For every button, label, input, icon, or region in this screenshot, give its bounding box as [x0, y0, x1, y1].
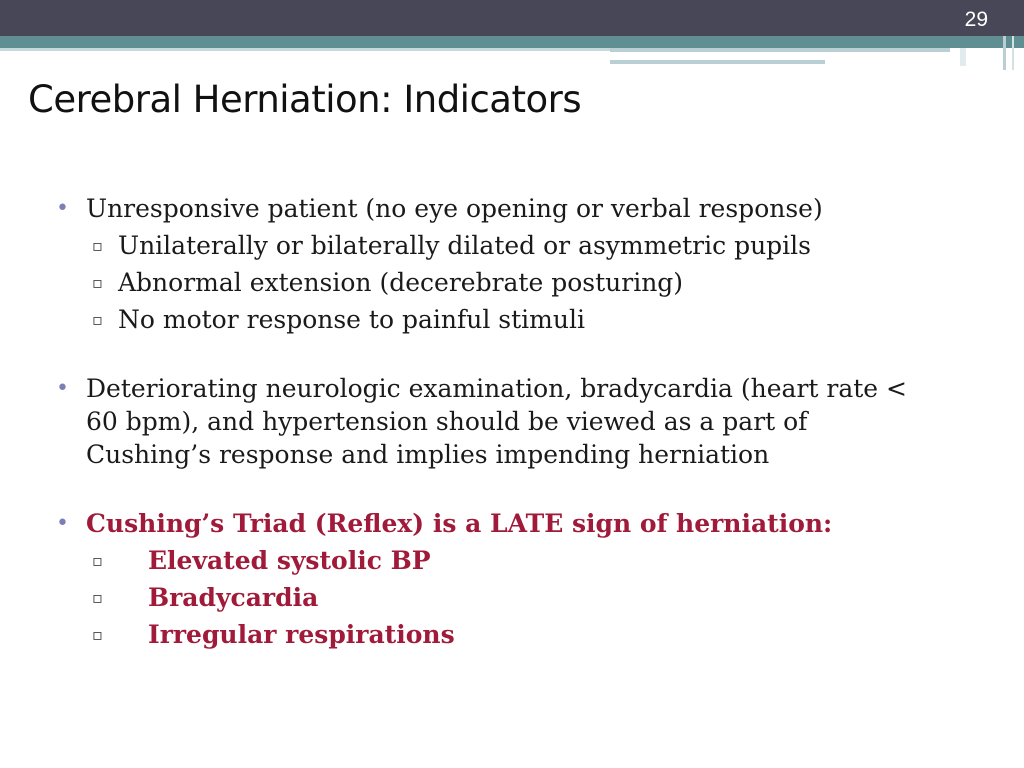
decorative-stripe [610, 60, 825, 64]
sub-bullet [56, 229, 936, 262]
bullet-deteriorating [56, 372, 936, 471]
square-bullet-icon: ▫ [92, 551, 103, 570]
decorative-stripe [0, 48, 610, 51]
sub-bullet [56, 266, 936, 299]
bullet-unresponsive [56, 192, 936, 225]
sub-bullet-text: Bradycardia [148, 583, 319, 612]
sub-bullet-text: Irregular respirations [148, 620, 455, 649]
bullet-text: Deteriorating neurologic examination, bradycardia (heart rate < 60 bpm), and hypertension should be viewed as a part of Cushing’s response and implies impending herniation [86, 374, 907, 469]
decorative-stripe [1003, 36, 1006, 70]
slide-number: 29 [964, 8, 988, 31]
decorative-stripe [960, 48, 966, 66]
sub-bullet [56, 618, 936, 651]
square-bullet-icon: ▫ [92, 588, 103, 607]
decorative-stripe [610, 48, 950, 52]
bullet-dot-icon: • [56, 196, 69, 221]
sub-bullet [56, 581, 936, 614]
bullet-text: Cushing’s Triad (Reflex) is a LATE sign of herniation: [86, 509, 833, 538]
accent-band [0, 36, 1024, 48]
sub-bullet [56, 303, 936, 336]
bullet-dot-icon: • [56, 376, 69, 401]
sub-bullet [56, 544, 936, 577]
square-bullet-icon: ▫ [92, 236, 103, 255]
sub-bullet-text: Unilaterally or bilaterally dilated or asymmetric pupils [118, 231, 812, 260]
square-bullet-icon: ▫ [92, 310, 103, 329]
square-bullet-icon: ▫ [92, 625, 103, 644]
slide-title: Cerebral Herniation: Indicators [28, 78, 582, 121]
sub-bullet-text: Abnormal extension (decerebrate posturing) [118, 268, 684, 297]
spacer [56, 471, 936, 507]
sub-bullet-text: Elevated systolic BP [148, 546, 431, 575]
header-band [0, 0, 1024, 36]
square-bullet-icon: ▫ [92, 273, 103, 292]
bullet-text: Unresponsive patient (no eye opening or verbal response) [86, 194, 823, 223]
decorative-stripe [1012, 36, 1014, 70]
slide-body [56, 192, 936, 651]
sub-bullet-text: No motor response to painful stimuli [118, 305, 585, 334]
bullet-dot-icon: • [56, 511, 69, 536]
spacer [56, 336, 936, 372]
bullet-cushings-triad [56, 507, 936, 540]
